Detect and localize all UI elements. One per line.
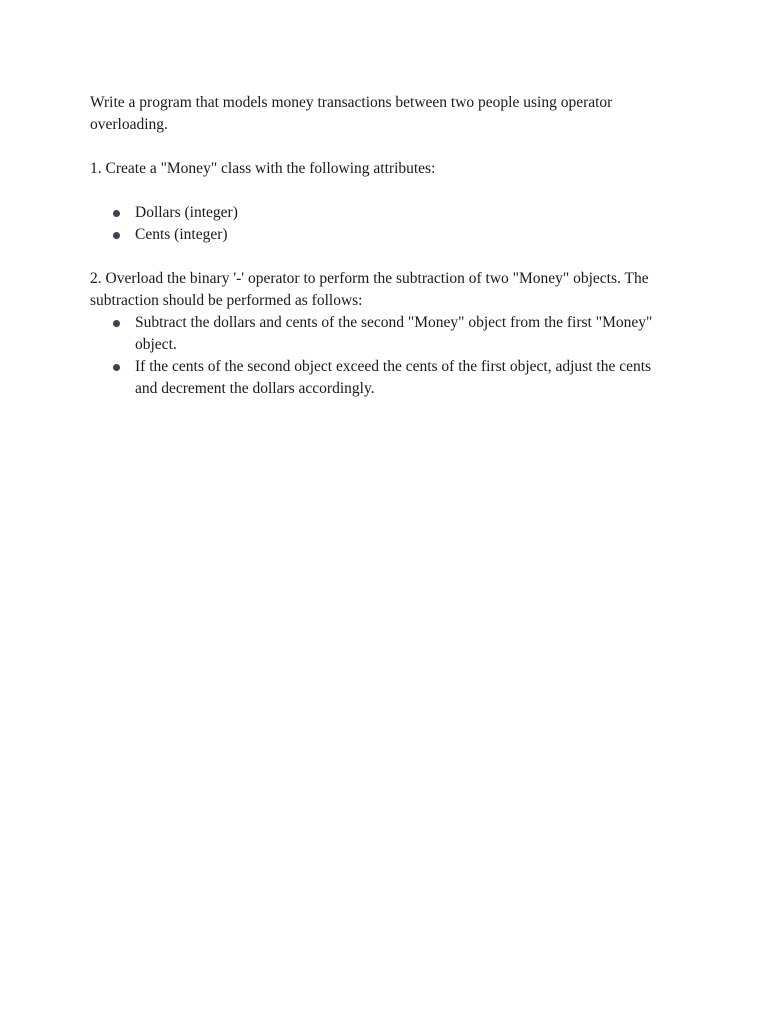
intro-paragraph: Write a program that models money transactions between two people using operator overloading. bbox=[90, 94, 613, 133]
spacer bbox=[90, 246, 660, 268]
list-item-text: If the cents of the second object exceed the cents of the first object, adjust the cents and decrement the dollars accordingly. bbox=[135, 358, 652, 397]
list-item-text: Dollars (integer) bbox=[135, 204, 238, 221]
list-item bbox=[90, 356, 660, 400]
list-item bbox=[90, 224, 660, 246]
attribute-list bbox=[90, 202, 660, 246]
spacer bbox=[90, 136, 660, 158]
bullet-icon bbox=[113, 364, 120, 371]
document-page bbox=[90, 92, 660, 400]
list-item bbox=[90, 202, 660, 224]
bullet-icon bbox=[113, 232, 120, 239]
subtraction-rules-list bbox=[90, 312, 660, 400]
list-item-text: Cents (integer) bbox=[135, 226, 228, 243]
list-item bbox=[90, 312, 660, 356]
step-1-heading: 1. Create a "Money" class with the following attributes: bbox=[90, 160, 436, 177]
step-2-heading: 2. Overload the binary '-' operator to perform the subtraction of two "Money" objects. The subtraction should be performed as follows: bbox=[90, 270, 649, 309]
bullet-icon bbox=[113, 210, 120, 217]
spacer bbox=[90, 180, 660, 202]
list-item-text: Subtract the dollars and cents of the second "Money" object from the first "Money" object. bbox=[135, 314, 653, 353]
bullet-icon bbox=[113, 320, 120, 327]
